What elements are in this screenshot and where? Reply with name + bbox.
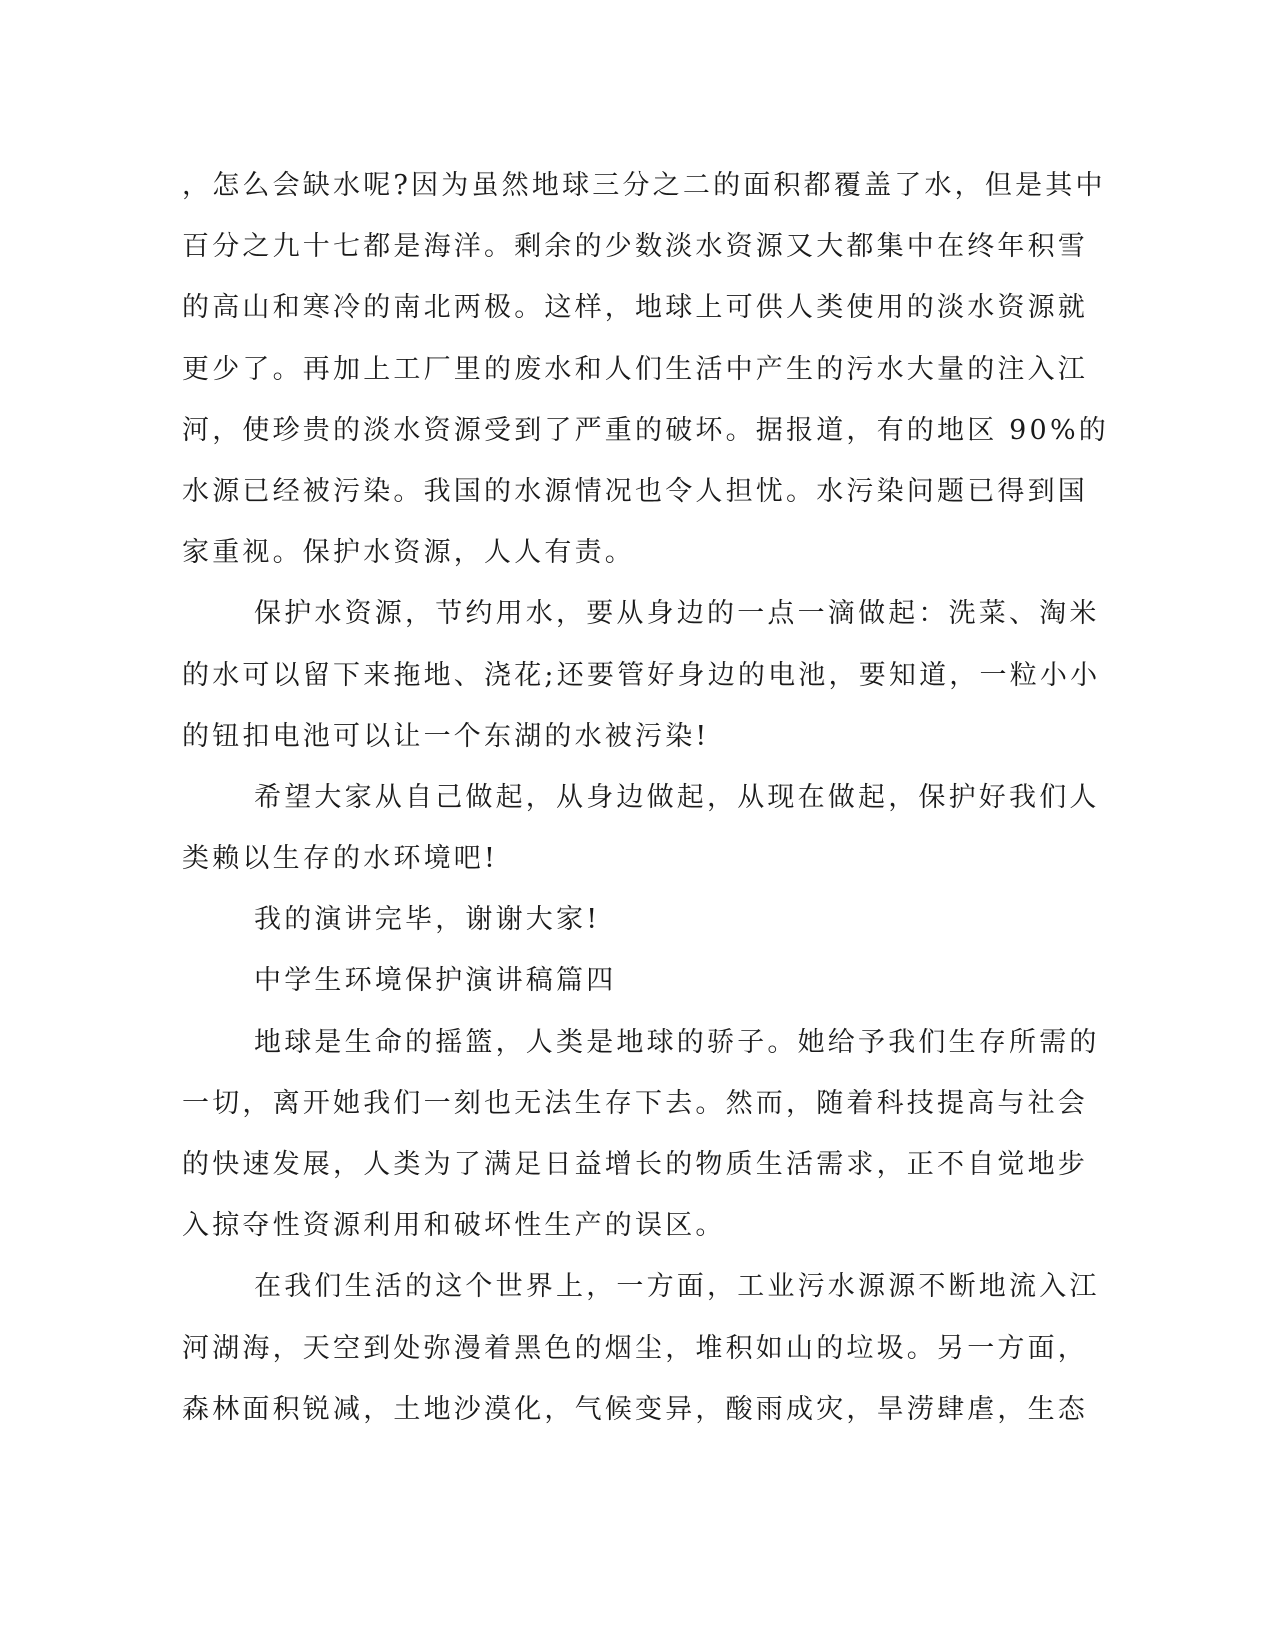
paragraph-first-line: 地球是生命的摇篮，人类是地球的骄子。她给予我们生存所需的: [254, 1026, 1100, 1058]
text-line: 百分之九十七都是海洋。剩余的少数淡水资源又大都集中在终年积雪: [182, 231, 1088, 263]
paragraph-first-line: 保护水资源，节约用水，要从身边的一点一滴做起：洗菜、淘米: [254, 598, 1100, 630]
text-line: 的快速发展，人类为了满足日益增长的物质生活需求，正不自觉地步: [182, 1149, 1088, 1180]
text-line: ，怎么会缺水呢?因为虽然地球三分之二的面积都覆盖了水，但是其中: [182, 170, 1106, 201]
section-heading: 中学生环境保护演讲稿篇四: [254, 965, 617, 997]
text-line: 河，使珍贵的淡水资源受到了严重的破坏。据报道，有的地区 90%的: [182, 414, 1109, 446]
text-line: 的高山和寒冷的南北两极。这样，地球上可供人类使用的淡水资源就: [182, 292, 1088, 324]
text-line: 类赖以生存的水环境吧!: [182, 843, 499, 875]
text-line: 森林面积锐减，土地沙漠化，气候变异，酸雨成灾，旱涝肆虐，生态: [182, 1393, 1088, 1425]
text-line: 的水可以留下来拖地、浇花;还要管好身边的电池，要知道，一粒小小: [182, 659, 1101, 691]
paragraph-first-line: 希望大家从自己做起，从身边做起，从现在做起，保护好我们人: [254, 781, 1100, 813]
text-line: 家重视。保护水资源，人人有责。: [182, 537, 635, 569]
paragraph-first-line: 在我们生活的这个世界上，一方面，工业污水源源不断地流入江: [254, 1271, 1100, 1303]
text-line: 入掠夺性资源利用和破坏性生产的误区。: [182, 1210, 726, 1242]
text-line: 更少了。再加上工厂里的废水和人们生活中产生的污水大量的注入江: [182, 353, 1088, 385]
text-line: 的钮扣电池可以让一个东湖的水被污染!: [182, 720, 710, 752]
body-text: [182, 155, 1109, 1440]
text-line: 一切，离开她我们一刻也无法生存下去。然而，随着科技提高与社会: [182, 1087, 1088, 1119]
text-line: 河湖海，天空到处弥漫着黑色的烟尘，堆积如山的垃圾。另一方面，: [182, 1332, 1088, 1364]
closing-line: 我的演讲完毕，谢谢大家!: [254, 904, 601, 936]
text-line: 水源已经被污染。我国的水源情况也令人担忧。水污染问题已得到国: [182, 475, 1088, 507]
